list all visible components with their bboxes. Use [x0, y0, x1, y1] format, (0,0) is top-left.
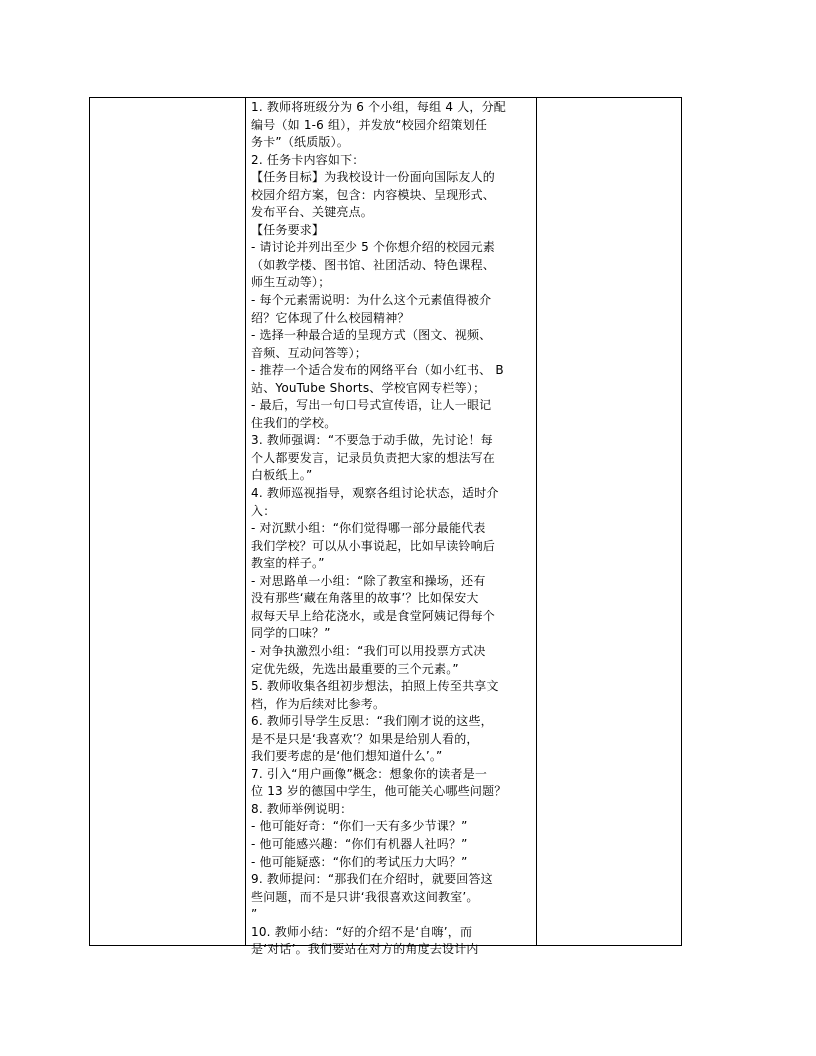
text-line: - 他可能好奇：“你们一天有多少节课？”	[251, 819, 468, 834]
text-line: 我们要考虑的是‘他们想知道什么’。”	[251, 749, 443, 764]
text-line: 绍？它体现了什么校园精神？	[251, 310, 410, 325]
text-line: 师生互动等）；	[251, 275, 331, 290]
text-line: - 对争执激烈小组：“我们可以用投票方式决	[251, 643, 486, 658]
text-line: 个人都要发言，记录员负责把大家的想法写在	[251, 450, 496, 465]
text-line: 4. 教师巡视指导，观察各组讨论状态，适时介	[251, 486, 499, 501]
text-line: 住我们的学校。	[251, 415, 337, 430]
text-line: 3. 教师强调：“不要急于动手做，先讨论！每	[251, 433, 493, 448]
text-line: - 选择一种最合适的呈现方式（图文、视频、	[251, 328, 492, 343]
text-line: 【任务要求】	[251, 222, 325, 237]
text-line: 没有那些‘藏在角落里的故事’？比如保安大	[251, 591, 479, 606]
activity-text-block	[246, 98, 536, 957]
text-line: 音频、互动问答等）；	[251, 345, 368, 360]
text-line: - 他可能感兴趣：“你们有机器人社吗？”	[251, 836, 468, 851]
text-line: - 请讨论并列出至少 5 个你想介绍的校园元素	[251, 240, 496, 255]
text-line: 定优先级，先选出最重要的三个元素。”	[251, 661, 459, 676]
text-line: 5. 教师收集各组初步想法，拍照上传至共享文	[251, 679, 499, 694]
text-line: 位 13 岁的德国中学生，他可能关心哪些问题？	[251, 784, 507, 799]
text-line: - 对沉默小组：“你们觉得哪一部分最能代表	[251, 521, 486, 536]
text-line: 【任务目标】为我校设计一份面向国际友人的	[251, 170, 496, 185]
text-line: 务卡”（纸质版）。	[251, 135, 350, 150]
text-line: 8. 教师举例说明：	[251, 801, 353, 816]
text-line: 叔每天早上给花浇水，或是食堂阿姨记得每个	[251, 608, 496, 623]
text-line: 发布平台、关键亮点。	[251, 205, 374, 220]
right-column-cell	[537, 98, 682, 946]
text-line: - 对思路单一小组：“除了教室和操场，还有	[251, 573, 486, 588]
left-column-cell	[90, 98, 246, 946]
text-line: 同学的口味？”	[251, 626, 331, 641]
text-line: 编号（如 1-6 组），并发放“校园介绍策划任	[251, 117, 488, 132]
text-line: 档，作为后续对比参考。	[251, 696, 386, 711]
text-line: （如教学楼、图书馆、社团活动、特色课程、	[251, 257, 496, 272]
text-line: 1. 教师将班级分为 6 个小组，每组 4 人，分配	[251, 100, 506, 114]
lesson-table	[89, 97, 682, 957]
text-line: - 每个元素需说明：为什么这个元素值得被介	[251, 293, 492, 308]
text-line: - 推荐一个适合发布的网络平台（如小红书、 B	[251, 363, 504, 378]
text-line: - 他可能疑惑：“你们的考试压力大吗？”	[251, 854, 468, 869]
text-line: 些问题，而不是只讲‘我很喜欢这间教室’。	[251, 889, 479, 904]
text-line: 站、YouTube Shorts、学校官网专栏等）；	[251, 380, 486, 395]
text-line: - 最后，写出一句口号式宣传语，让人一眼记	[251, 398, 492, 413]
text-line: 7. 引入“用户画像”概念：想象你的读者是一	[251, 766, 488, 781]
activity-content-cell	[246, 98, 537, 957]
text-line: 校园介绍方案，包含：内容模块、呈现形式、	[251, 187, 496, 202]
text-line: 入：	[251, 503, 276, 518]
text-line: 白板纸上。”	[251, 468, 313, 483]
text-line: 是不是只是‘我喜欢’？如果是给别人看的，	[251, 731, 479, 746]
text-line: 10. 教师小结：“好的介绍不是‘自嗨’，而	[251, 924, 473, 939]
text-line: 6. 教师引导学生反思：“我们刚才说的这些，	[251, 714, 493, 729]
text-line: 我们学校？可以从小事说起，比如早读铃响后	[251, 538, 496, 553]
text-line: 教室的样子。”	[251, 556, 325, 571]
text-line: ”	[251, 907, 258, 922]
text-line: 2. 任务卡内容如下：	[251, 152, 365, 167]
text-line: 是‘对话’。我们要站在对方的角度去设计内	[251, 942, 479, 957]
table-row	[90, 98, 682, 946]
text-line: 9. 教师提问：“那我们在介绍时，就要回答这	[251, 872, 493, 887]
